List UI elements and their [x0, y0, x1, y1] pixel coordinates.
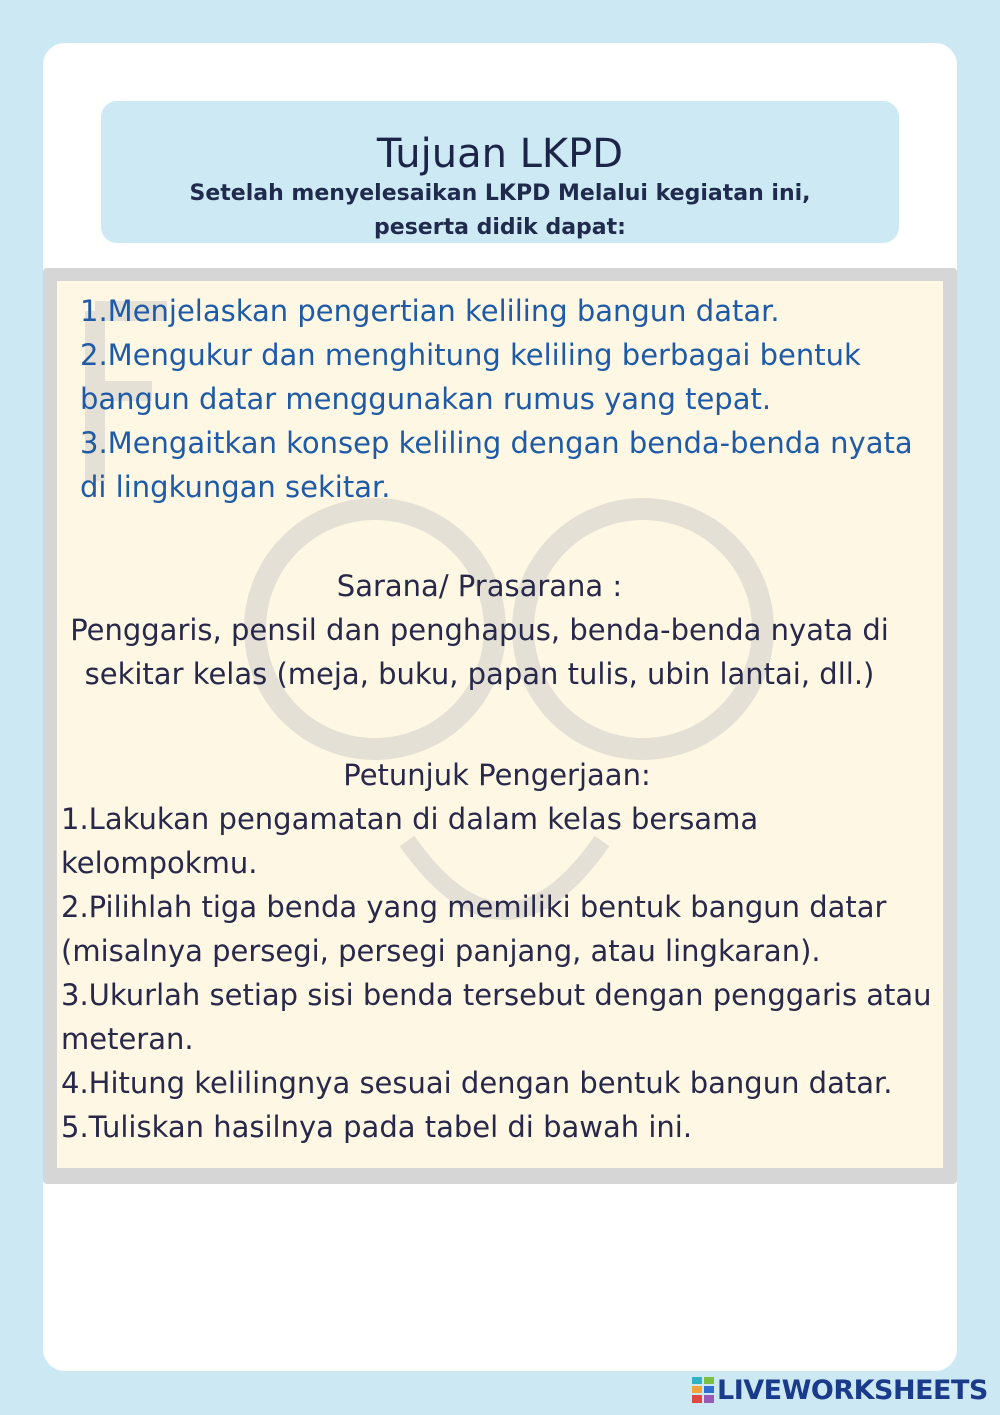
page-title: Tujuan LKPD [376, 131, 624, 177]
step-item-4: 4.Hitung kelilingnya sesuai dengan bentuk bangun datar. [61, 1066, 893, 1100]
sarana-text: Penggaris, pensil dan penghapus, benda-benda nyata di sekitar kelas (meja, buku, papan tulis, ubin lantai, dll.) [70, 613, 889, 691]
content-box [57, 281, 943, 1168]
objective-item-1: 1.Menjelaskan pengertian keliling bangun datar. [80, 294, 780, 328]
step-item-3: 3.Ukurlah setiap sisi benda tersebut dengan penggaris atau meteran. [61, 978, 932, 1056]
header-subtitle-line2: peserta didik dapat: [374, 215, 626, 240]
step-item-2: 2.Pilihlah tiga benda yang memiliki bentuk bangun datar (misalnya persegi, persegi panjang, atau lingkaran). [61, 890, 887, 968]
step-item-1: 1.Lakukan pengamatan di dalam kelas bersama kelompokmu. [61, 802, 759, 880]
objectives-list [80, 289, 930, 509]
sarana-title: Sarana/ Prasarana : [336, 569, 623, 603]
logo-text: LIVEWORKSHEETS [717, 1374, 988, 1406]
sarana-section [57, 564, 902, 696]
header-subtitle-line1: Setelah menyelesaikan LKPD Melalui kegiatan ini, [189, 181, 811, 206]
objective-item-3: 3.Mengaitkan konsep keliling dengan benda-benda nyata di lingkungan sekitar. [80, 426, 913, 504]
liveworksheets-logo-icon [692, 1377, 714, 1403]
objectives-header [101, 101, 899, 243]
liveworksheets-logo[interactable] [692, 1372, 988, 1408]
objective-item-2: 2.Mengukur dan menghitung keliling berbagai bentuk bangun datar menggunakan rumus yang tepat. [80, 338, 861, 416]
petunjuk-steps-list [61, 797, 943, 1149]
step-item-5: 5.Tuliskan hasilnya pada tabel di bawah ini. [61, 1110, 693, 1144]
petunjuk-title: Petunjuk Pengerjaan: [343, 758, 651, 792]
